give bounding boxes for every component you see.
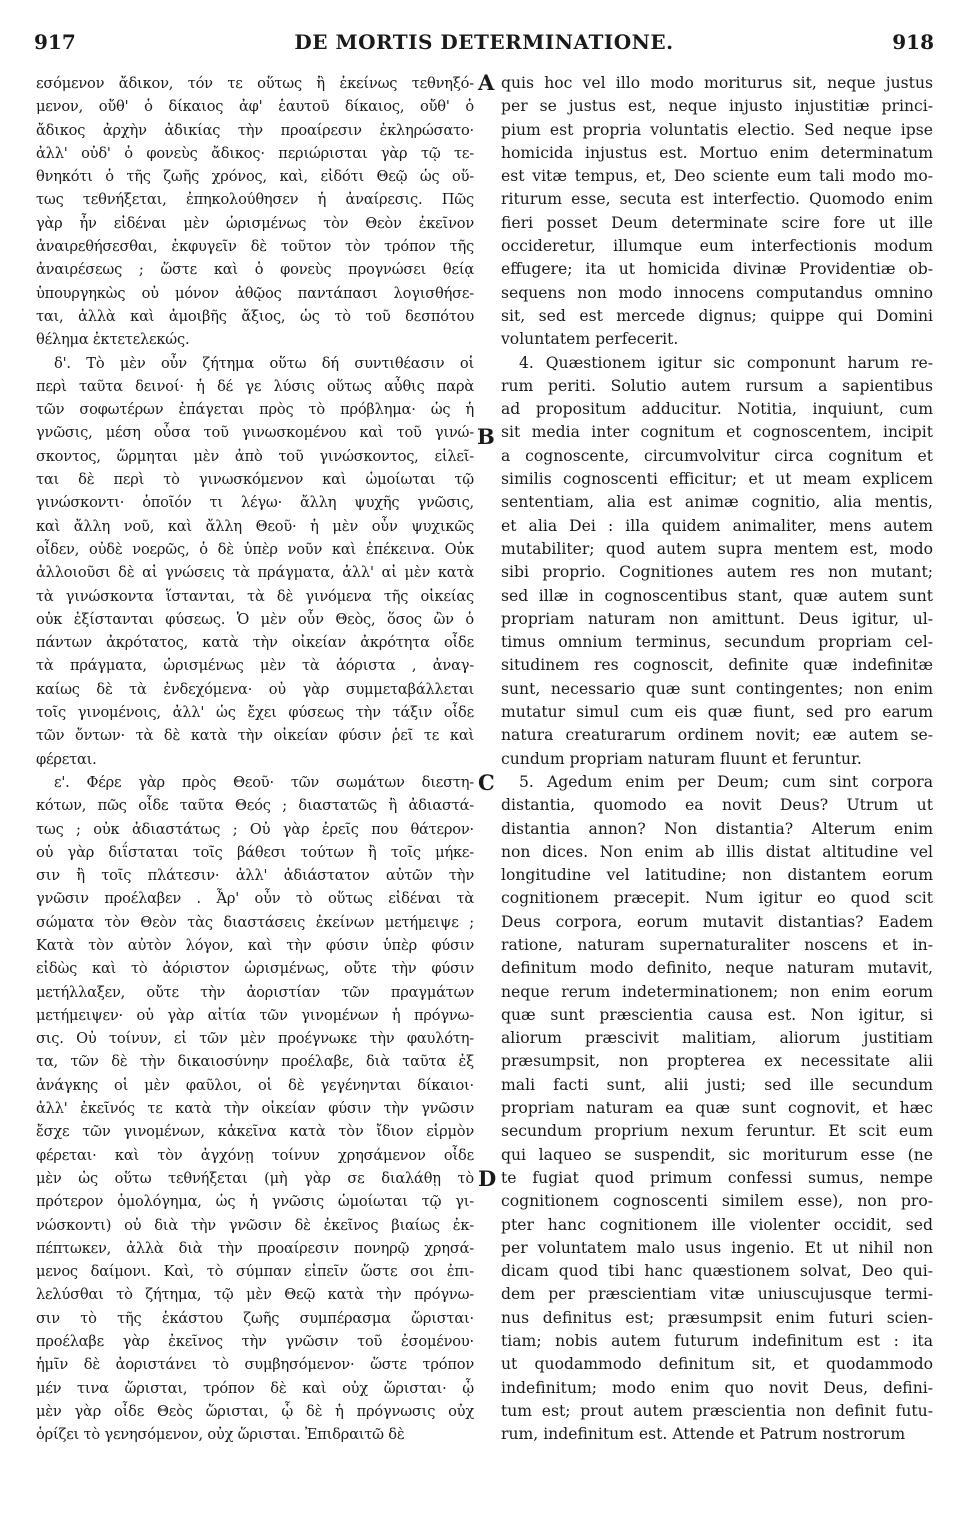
text-line: natura creaturarum ordinem novit; eæ autem se- — [501, 726, 933, 745]
margin-letter-a: A — [478, 70, 495, 95]
text-line: κότων, πῶς οἶδε ταῦτα Θεός ; διαστατῶς ἢ ἀδιαστά- — [36, 797, 474, 815]
text-line: ἀναιρέσεως ; ὥστε καὶ ὁ φονεὺς προγνώσει θείᾳ — [36, 261, 474, 279]
text-line: cundum propriam naturam fluunt et feruntur. — [501, 749, 862, 768]
text-line: πέπτωκεν, ἀλλὰ διὰ τὴν προαίρεσιν πονηρῷ χρησά- — [36, 1239, 474, 1257]
text-line: tum est; prout autem præscientia non definit futu- — [501, 1401, 933, 1420]
text-line: τοῖς γινομένοις, ἀλλ' ὡς ἔχει φύσεως τὴν τάξιν οἶδε — [36, 704, 474, 722]
text-line: fieri posset Deum determinate scire fore ut ille — [501, 213, 933, 232]
text-line: longitudine vel latitudine; non distantem eorum — [501, 866, 933, 885]
text-line: ratione, naturam supernaturaliter noscens et in- — [501, 935, 933, 954]
text-line: ται, ἀλλὰ καὶ ἀμοιβῆς ἄξιος, ὡς τὸ τοῦ δεσπότου — [36, 307, 474, 325]
text-line: timus omnium terminus, secundum propriam cel- — [501, 633, 933, 652]
text-line: te fugiat quod primum confessi sumus, nempe — [501, 1168, 933, 1187]
text-line: dem per præscientiam vitæ uniuscujusque termi- — [501, 1285, 933, 1304]
text-line: sit, sed est mercede dignus; quippe qui Domini — [501, 306, 933, 325]
text-line: σώματα τὸν Θεὸν τὰς διαστάσεις ἐκείνων μετήμειψε ; — [36, 913, 474, 931]
text-line: περὶ ταῦτα δεινοί· ἡ δέ γε λύσις οὕτως αὖθις παρὰ — [36, 377, 474, 395]
text-line: τὰ πράγματα, ὡρισμένως μὲν τὰ ἀόριστα , ἀναγ- — [36, 657, 474, 675]
text-line: aliorum præscivit malitiam, aliorum justitiam — [501, 1029, 933, 1048]
text-line: θέλημα ἐκτετελεκώς. — [36, 331, 190, 349]
text-line: σις. Οὐ τοίνυν, εἰ τῶν μὲν προέγνωκε τὴν φαυλότη- — [36, 1030, 474, 1048]
margin-letter-d: D — [478, 1166, 497, 1191]
text-line: φέρεται. — [36, 750, 97, 768]
text-line: τῶν σοφωτέρων ἐπάγεται πρὸς τὸ πρόβλημα· ὡς ἡ — [36, 401, 474, 419]
text-line: 5. Agedum enim per Deum; cum sint corpora — [519, 772, 933, 791]
text-line: ε'. Φέρε γὰρ πρὸς Θεοῦ· τῶν σωμάτων διεστη- — [54, 773, 474, 791]
text-line: situdinem res cognoscit, definite quæ indefinitæ — [501, 656, 933, 675]
text-line: ut quodammodo definitum sit, et quodammodo — [501, 1355, 933, 1374]
text-line: τα, τῶν δὲ τὴν δικαιοσύνην προέλαβε, διὰ ταῦτα ἐξ — [36, 1053, 474, 1071]
text-line: riturum esse, secuta est interfectio. Quomodo enim — [501, 190, 933, 209]
text-line: μενος δαίμονι. Καὶ, τὸ σύμπαν εἰπεῖν ὥστε σοι ἐπι- — [36, 1263, 474, 1281]
text-line: a cognoscente, circumvolvitur circa cognitum et — [501, 446, 933, 465]
text-line: distantia annon? Non distantia? Alterum enim — [501, 819, 933, 838]
text-line: indefinitum; modo enim quo novit Deus, defini- — [501, 1378, 933, 1397]
text-line: γινώσκοντι· ὁποῖόν τι λέγω· ἄλλη ψυχῆς γνῶσις, — [36, 494, 474, 512]
text-line: rum periti. Solutio autem rursum a sapientibus — [501, 376, 933, 395]
running-header — [34, 30, 934, 60]
text-line: ἀλλ' οὐδ' ὁ φονεὺς ἄδικος· περιώρισται γὰρ τῷ τε- — [36, 144, 474, 162]
text-line: similis cognoscenti efficitur; et ut meam explicem — [501, 470, 933, 489]
text-line: ἡμῖν δὲ ἀοριστάνει τὸ συμβησόμενον· ὥστε τρόπον — [36, 1356, 474, 1374]
text-line: ὑπουργηκὼς οὐ μόνον ἀθῷος παντάπασι λογισθήσε- — [36, 284, 474, 302]
margin-letter-c: C — [478, 770, 495, 795]
text-line: secundum proprium nexum feruntur. Et scit eum — [501, 1122, 933, 1141]
text-line: dicam quod tibi hanc quæstionem solvat, Deo qui- — [501, 1262, 933, 1281]
text-line: οὐκ ἐξίστανται φύσεως. Ὁ μὲν οὖν Θεὸς, ὅσος ὢν ὁ — [36, 610, 474, 628]
text-line: nus definitus est; præsumpsit enim futuri scien- — [501, 1308, 933, 1327]
text-line: occideretur, illumque eum interfectionis modum — [501, 237, 933, 256]
text-line: νώσκοντι) οὐ διὰ τὴν γνῶσιν δὲ ἐκεῖνος βιαίως ἐκ- — [36, 1216, 474, 1234]
text-line: quæ sunt præscientia causa est. Non igitur, si — [501, 1005, 933, 1024]
text-line: τως τεθνήξεται, ἐπηκολούθησεν ἡ ἀναίρεσις. Πῶς — [36, 191, 474, 209]
text-line: σιν ἢ τοῖς πλάτεσιν· ἀλλ' ἀδιάστατον αὐτῶν τὴν — [36, 867, 474, 885]
text-line: tiam; nobis autem futurum indefinitum est : ita — [501, 1332, 933, 1351]
text-line: propriam naturam ea quæ sunt cognovit, et hæc — [501, 1099, 933, 1118]
text-line: pter hanc cognitionem ille violenter occidit, sed — [501, 1215, 933, 1234]
text-line: homicida injustus est. Mortuo enim determinatum — [501, 143, 933, 162]
text-line: ἔσχε τῶν γινομένων, κἀκεῖνα κατὰ τὸν ἴδιον εἱρμὸν — [36, 1123, 474, 1141]
text-line: γνῶσις, μέση οὖσα τοῦ γινωσκομένου καὶ τοῦ γινώ- — [36, 424, 474, 442]
text-line: 4. Quæstionem igitur sic componunt harum re- — [519, 353, 933, 372]
text-line: voluntatem perfecerit. — [501, 330, 679, 349]
margin-letter-b: B — [477, 424, 495, 449]
text-line: μετήμειψεν· οὐ γὰρ αἰτία τῶν γινομένων ἡ πρόγνω- — [36, 1006, 474, 1024]
text-line: εἰδὼς καὶ τὸ ἀόριστον ὡρισμένως, οὔτε τὴν φύσιν — [36, 960, 474, 978]
text-line: τῶν ὄντων· τὰ δὲ κατὰ τὴν οἰκείαν φύσιν ῥεῖ τε καὶ — [36, 727, 474, 745]
text-line: qui laqueo se suspendit, sic moriturum esse (ne — [501, 1145, 933, 1164]
text-line: δ'. Τὸ μὲν οὖν ζήτημα οὕτω δή συντιθέασιν οἱ — [54, 354, 474, 372]
text-line: καὶ ἄλλη νοῦ, καὶ ἄλλη Θεοῦ· ἡ μὲν οὖν ψυχικῶς — [36, 517, 474, 535]
text-line: et alia Dei : illa quidem animaliter, mens autem — [501, 516, 933, 535]
text-line: definitum modo definito, neque naturam mutavit, — [501, 959, 933, 978]
text-line: mali facti sunt, alii justi; sed ille secundum — [501, 1075, 933, 1094]
text-line: τως ; οὐκ ἀδιαστάτως ; Οὐ γὰρ ἐρεῖς που θάτερον· — [36, 820, 474, 838]
text-line: πρότερον ὁμολόγημα, ὡς ἡ γνῶσις ὡμοίωται τῷ γι- — [36, 1193, 474, 1211]
text-line: per voluntatem malo usus ingenio. Et ut nihil non — [501, 1238, 933, 1257]
text-line: ἄδικος ἀρχὴν ἀδικίας τὴν προαίρεσιν ἐκληρώσατο· — [36, 121, 474, 139]
latin-text-column — [501, 72, 933, 1447]
text-line: τὰ γινώσκοντα ἵστανται, τὰ δὲ γινόμενα τῆς οἰκείας — [36, 587, 474, 605]
text-line: θνηκότι ὁ τῆς ζωῆς χρόνος, καὶ, εἰδότι Θεῷ ὡς οὕ- — [36, 168, 474, 186]
text-line: Κατὰ τὸν αὐτὸν λόγον, καὶ τὴν φύσιν ὑπὲρ φύσιν — [36, 936, 474, 954]
text-line: ἀνάγκης οἱ μὲν φαῦλοι, οἱ δὲ γεγένηνται δίκαιοι· — [36, 1076, 474, 1094]
greek-text-column — [36, 72, 474, 1447]
text-line: φέρεται· καὶ τὸν ἀγχόνῃ τοίνυν χρησάμενον οἶδε — [36, 1146, 474, 1164]
left-page-number: 917 — [34, 30, 76, 54]
text-line: cognitionem præcepit. Num igitur eo quod scit — [501, 889, 933, 908]
running-title: DE MORTIS DETERMINATIONE. — [294, 30, 674, 54]
text-line: οὐ γὰρ διΐσταται τοῖς βάθεσι τούτων ἢ τοῖς μήκε- — [36, 843, 474, 861]
text-line: προέλαβε γὰρ ἐκεῖνος τὴν γνῶσιν τοῦ ἐσομένου· — [36, 1333, 474, 1351]
text-line: mutatur simul cum eis quæ fiunt, sed pro earum — [501, 703, 933, 722]
text-line: effugere; ita ut homicida divinæ Providentiæ ob- — [501, 260, 933, 279]
text-line: sententiam, alia est animæ cognitio, alia mentis, — [501, 493, 933, 512]
text-line: ἀλλοιοῦσι δὲ αἱ γνώσεις τὰ πράγματα, ἀλλ' αἱ μὲν κατὰ — [36, 564, 474, 582]
text-line: μέν τινα ὥρισται, τρόπον δὲ καὶ οὐχ ὥρισται· ᾧ — [36, 1379, 474, 1397]
text-line: non dices. Non enim ab illis distat altitudine vel — [501, 842, 933, 861]
text-line: γνῶσιν προέλαβεν . Ἆρ' οὖν τὸ οὕτως εἰδέναι τὰ — [36, 890, 474, 908]
text-line: quis hoc vel illo modo moriturus sit, neque justus — [501, 74, 933, 92]
text-line: ἀναιρεθήσεσθαι, ἐκφυγεῖν δὲ τοῦτον τὸν τρόπον τῆς — [36, 238, 474, 256]
text-line: neque rerum indeterminationem; non enim eorum — [501, 982, 933, 1001]
text-line: cognitionem cognoscenti similem esse), non pro- — [501, 1192, 933, 1211]
text-line: μὲν ὡς οὕτω τεθνήξεται (μὴ γὰρ σε διαλάθῃ τὸ — [36, 1169, 474, 1187]
text-line: πάντων ἀκρότατος, κατὰ τὴν οἰκείαν ἀκρότητα οἶδε — [36, 634, 474, 652]
text-line: Deus corpora, eorum mutavit distantias? Eadem — [501, 912, 933, 931]
text-line: γὰρ ἦν εἰδέναι μὲν ὡρισμένως τὸν Θεὸν ἐκεῖνον — [36, 214, 474, 232]
text-line: μενον, οὔθ' ὁ δίκαιος ἀφ' ἑαυτοῦ δίκαιος, οὔθ' ὁ — [36, 98, 474, 116]
text-line: καίως δὲ τὰ ἐνδεχόμενα· οὐ γὰρ συμμεταβάλλεται — [36, 680, 474, 698]
text-line: præsumpsit, non propterea ex necessitate alii — [501, 1052, 933, 1071]
text-line: per se justus est, neque injusto injustitiæ princi- — [501, 97, 933, 116]
text-line: σιν τὸ τῆς ἑκάστου ζωῆς συμπέρασμα ὥρισται· — [36, 1309, 474, 1327]
text-line: sibi proprio. Cognitiones autem res non mutant; — [501, 563, 933, 582]
text-line: ὁρίζει τὸ γενησόμενον, οὐχ ὥρισται. Ἐπιδραιτῶ δὲ — [36, 1426, 405, 1444]
text-line: ἀλλ' ἐκεῖνός τε κατὰ τὴν οἰκείαν φύσιν τὴν γνῶσιν — [36, 1100, 474, 1118]
text-line: μὲν γὰρ οἶδε Θεὸς ὥρισται, ᾧ δὲ ἡ πρόγνωσις οὐχ — [36, 1402, 474, 1420]
text-line: ται δὲ περὶ τὸ γινωσκόμενον καὶ ὡμοίωται τῷ — [36, 471, 474, 489]
text-line: sequens non modo innocens computandus omnino — [501, 283, 933, 302]
text-line: propriam naturam non amittunt. Deus igitur, ul- — [501, 609, 933, 628]
right-page-number: 918 — [892, 30, 934, 54]
text-line: sed illæ in cognoscentibus stant, quæ autem sunt — [501, 586, 933, 605]
text-line: σκοντος, ὥρμηται μὲν ἀπὸ τοῦ γινώσκοντος, εἱλεῖ- — [36, 447, 474, 465]
text-line: distantia, quomodo ea novit Deus? Utrum ut — [501, 796, 933, 815]
text-line: λελύσθαι τὸ ζήτημα, τῷ μὲν Θεῷ κατὰ τὴν πρόγνω- — [36, 1286, 474, 1304]
text-line: rum, indefinitum est. Attende et Patrum nostrorum — [501, 1425, 906, 1444]
text-line: sunt, necessario quæ sunt contingentes; non enim — [501, 679, 933, 698]
text-line: οἶδεν, οὐδὲ νοερῶς, ὁ δὲ ὑπὲρ νοῦν καὶ ἐπέκεινα. Οὐκ — [36, 540, 474, 558]
text-line: εσόμενον ἄδικον, τόν τε οὕτως ἢ ἐκείνως τεθνηξό- — [36, 75, 474, 92]
text-line: sit media inter cognitum et cognoscentem, incipit — [501, 423, 933, 442]
text-line: pium est propria voluntatis electio. Sed neque ipse — [501, 120, 933, 139]
text-line: est vitæ tempus, et, Deo sciente eum tali modo mo- — [501, 167, 933, 186]
text-line: ad propositum adducitur. Notitia, inquiunt, cum — [501, 400, 933, 419]
text-line: mutabiliter; quod autem supra mentem est, modo — [501, 539, 933, 558]
text-line: μετήλλαξεν, οὔτε τὴν ἀοριστίαν τῶν πραγμάτων — [36, 983, 474, 1001]
